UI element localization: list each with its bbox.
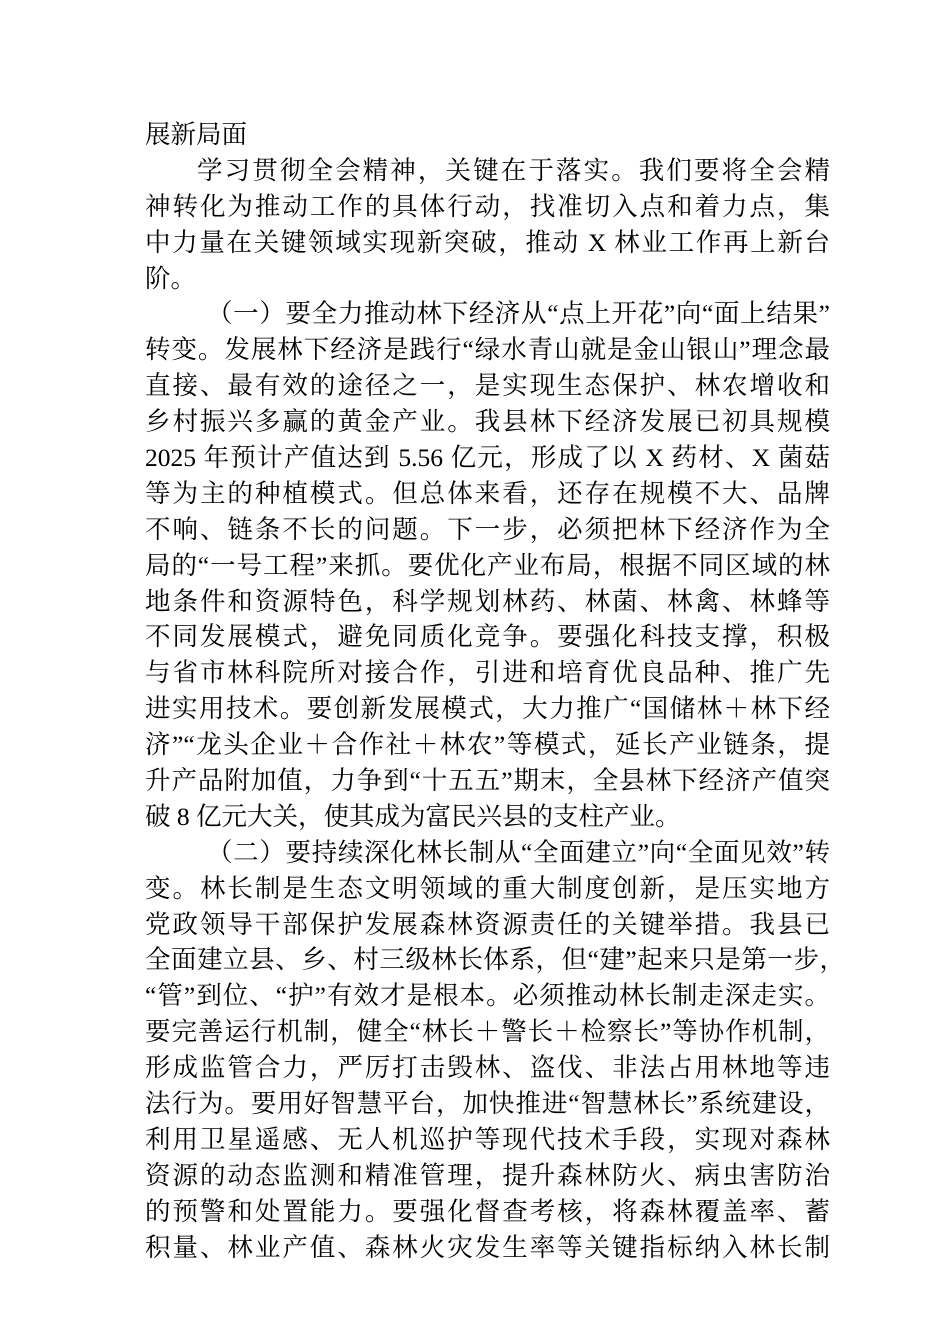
text-line: 党政领导干部保护发展森林资源责任的关键举措。我县已 xyxy=(145,909,830,939)
text-line: 不响、链条不长的问题。下一步，必须把林下经济作为全 xyxy=(145,514,830,544)
text-line: 形成监管合力，严厉打击毁林、盗伐、非法占用林地等违 xyxy=(145,1053,830,1083)
text-line: 乡村振兴多赢的黄金产业。我县林下经济发展已初具规模 xyxy=(145,407,830,437)
text-line: 神转化为推动工作的具体行动，找准切入点和着力点，集 xyxy=(145,191,830,221)
text-line: 展新局面 xyxy=(145,120,248,149)
text-line: 法行为。要用好智慧平台，加快推进“智慧林长”系统建设， xyxy=(145,1089,830,1119)
text-line: 不同发展模式，避免同质化竞争。要强化科技支撑，积极 xyxy=(145,622,830,652)
text-line: 转变。发展林下经济是践行“绿水青山就是金山银山”理念最 xyxy=(145,335,830,365)
paragraph-section-1 xyxy=(145,296,830,834)
text-line: 升产品附加值，力争到“十五五”期末，全县林下经济产值突 xyxy=(145,766,830,796)
text-line: 变。林长制是生态文明领域的重大制度创新，是压实地方 xyxy=(145,873,830,903)
heading-continuation xyxy=(145,117,830,153)
text-line: 局的“一号工程”来抓。要优化产业布局，根据不同区域的林 xyxy=(145,550,830,580)
text-line: 全面建立县、乡、村三级林长体系，但“建”起来只是第一步， xyxy=(145,945,845,975)
text-line: 要完善运行机制，健全“林长＋警长＋检察长”等协作机制， xyxy=(145,1017,830,1047)
text-line: 地条件和资源特色，科学规划林药、林菌、林禽、林蜂等 xyxy=(145,586,830,616)
text-line: 破 8 亿元大关，使其成为富民兴县的支柱产业。 xyxy=(145,801,681,831)
text-line: 学习贯彻全会精神，关键在于落实。我们要将全会精 xyxy=(197,155,830,185)
text-line: 资源的动态监测和精准管理，提升森林防火、病虫害防治 xyxy=(145,1160,830,1190)
text-line: 中力量在关键领域实现新突破，推动 X 林业工作再上新台 xyxy=(145,227,830,257)
text-line: 利用卫星遥感、无人机巡护等现代技术手段，实现对森林 xyxy=(145,1124,830,1154)
text-line: 与省市林科院所对接合作，引进和培育优良品种、推广先 xyxy=(145,658,830,688)
section-heading-line: （一）要全力推动林下经济从“点上开花”向“面上结果” xyxy=(207,299,830,329)
text-line: 积量、林业产值、森林火灾发生率等关键指标纳入林长制 xyxy=(145,1232,830,1262)
paragraph-section-2 xyxy=(145,835,845,1266)
text-line: 等为主的种植模式。但总体来看，还存在规模不大、品牌 xyxy=(145,478,830,508)
section-heading-line: （二）要持续深化林长制从“全面建立”向“全面见效”转 xyxy=(207,837,830,867)
text-line: 的预警和处置能力。要强化督查考核，将森林覆盖率、蓄 xyxy=(145,1196,830,1226)
paragraph-intro xyxy=(145,153,830,297)
text-line: 阶。 xyxy=(145,263,197,293)
document-page xyxy=(145,117,845,1266)
text-line: 济”“龙头企业＋合作社＋林农”等模式，延长产业链条，提 xyxy=(145,730,830,760)
text-line: 2025 年预计产值达到 5.56 亿元，形成了以 X 药材、X 菌菇 xyxy=(145,443,830,473)
text-line: “管”到位、“护”有效才是根本。必须推动林长制走深走实。 xyxy=(145,981,830,1011)
text-line: 进实用技术。要创新发展模式，大力推广“国储林＋林下经 xyxy=(145,694,830,724)
text-line: 直接、最有效的途径之一，是实现生态保护、林农增收和 xyxy=(145,371,830,401)
